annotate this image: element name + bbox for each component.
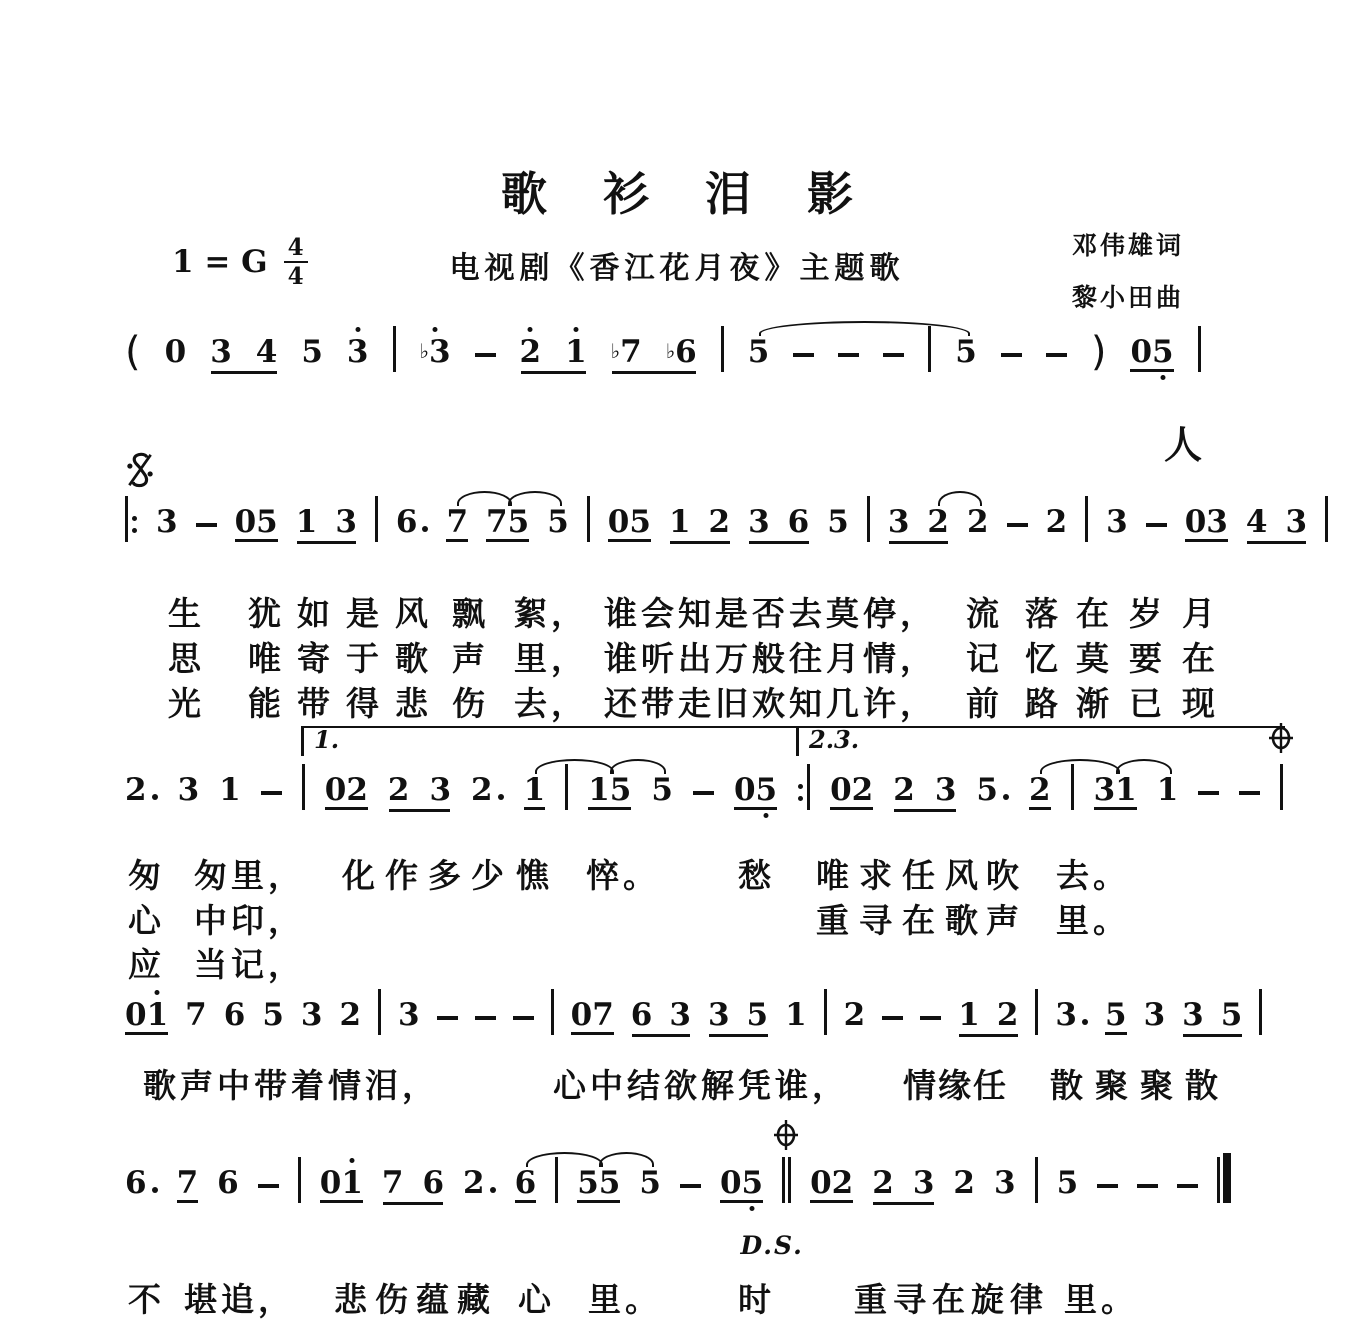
duration-dash bbox=[261, 775, 282, 810]
octave-dot-above bbox=[528, 327, 533, 332]
note: 2 bbox=[996, 997, 1019, 1033]
duration-dash bbox=[1239, 775, 1260, 810]
note: 7 bbox=[185, 997, 207, 1033]
note: 0 2 bbox=[830, 772, 874, 808]
note: 2 bbox=[1028, 772, 1051, 808]
duration-dash bbox=[1046, 337, 1067, 372]
note: 5 bbox=[955, 334, 977, 370]
lyric-segment: 匆 bbox=[128, 856, 165, 895]
lyric-segment: 情缘任 bbox=[903, 1066, 1008, 1105]
note: 2 bbox=[893, 772, 915, 808]
ds-label: D.S. bbox=[740, 1231, 804, 1260]
note: 5 bbox=[262, 997, 284, 1033]
lyric-segment: 匆里， bbox=[194, 856, 305, 895]
lyric-segment: 心 bbox=[518, 1280, 555, 1319]
lyric-segment: 记忆 bbox=[966, 639, 1084, 678]
duration-dash bbox=[680, 1168, 701, 1203]
note: 2 bbox=[708, 504, 731, 540]
beam-underline bbox=[612, 371, 696, 374]
lyric-segment: 人 bbox=[1164, 422, 1207, 467]
note: 3 bbox=[1106, 504, 1128, 540]
beam-underline bbox=[873, 1202, 934, 1205]
note: 0 5 bbox=[234, 504, 278, 540]
note: 5 bbox=[1104, 997, 1127, 1033]
lyric-segment: 时 bbox=[738, 1280, 775, 1319]
note: ♭ 7 bbox=[610, 334, 642, 370]
lyric-segment: 歌声中带着情泪， bbox=[143, 1066, 439, 1105]
note: 1 bbox=[295, 504, 318, 540]
augmentation-dot bbox=[152, 1187, 158, 1193]
lyric-segment: 应 bbox=[128, 945, 165, 984]
barline bbox=[1259, 989, 1262, 1035]
note: 2 bbox=[463, 1168, 496, 1203]
note: 5 5 bbox=[577, 1165, 621, 1201]
parenthesis: ) bbox=[1090, 329, 1107, 375]
lyric-segment: 流落 bbox=[966, 594, 1084, 633]
lyric-segment: 里， bbox=[514, 639, 588, 678]
beam-underline bbox=[389, 809, 450, 812]
time-signature-denominator: 4 bbox=[287, 263, 304, 290]
note: 6 bbox=[630, 997, 653, 1033]
note: 0 7 bbox=[570, 997, 614, 1033]
note: 0 2 bbox=[810, 1165, 854, 1201]
note: 6 bbox=[787, 504, 810, 540]
augmentation-dot bbox=[1082, 1019, 1088, 1025]
octave-dot-below bbox=[764, 813, 769, 818]
note: 3 1 bbox=[1093, 772, 1137, 808]
note: 3 bbox=[429, 772, 452, 808]
augmentation-dot bbox=[490, 1187, 496, 1193]
barline bbox=[587, 496, 590, 542]
note: 1 5 bbox=[588, 772, 632, 808]
barline bbox=[302, 764, 305, 810]
augmentation-dot bbox=[152, 794, 158, 800]
key-signature: 1 = G bbox=[172, 244, 268, 280]
duration-dash bbox=[1177, 1168, 1198, 1203]
note: 6 bbox=[125, 1168, 158, 1203]
beam-underline bbox=[211, 371, 277, 374]
note: 3 bbox=[887, 504, 910, 540]
lyric-segment: 散聚聚散 bbox=[1050, 1066, 1230, 1105]
flat-icon: ♭ bbox=[419, 339, 429, 363]
note: 3 bbox=[300, 997, 323, 1033]
lyric-segment: 当记， bbox=[194, 945, 305, 984]
note: 2 bbox=[927, 504, 949, 540]
duration-dash bbox=[1137, 1168, 1158, 1203]
beam-underline bbox=[749, 541, 809, 544]
note: 5 bbox=[827, 504, 849, 540]
octave-dot-above bbox=[155, 990, 160, 995]
note: 3 bbox=[347, 337, 369, 372]
lyric-segment: 飘 bbox=[452, 594, 489, 633]
duration-dash bbox=[196, 507, 217, 542]
note: 3 bbox=[1182, 997, 1204, 1033]
note: 2 bbox=[387, 772, 410, 808]
beam-underline bbox=[959, 1034, 1018, 1037]
lyric-segment: 心 bbox=[128, 901, 165, 940]
lyric-segment: 莫要在 bbox=[1076, 639, 1235, 678]
beam-underline bbox=[383, 1202, 443, 1205]
note: 3 bbox=[934, 772, 957, 808]
note: 0 3 bbox=[1184, 504, 1228, 540]
note: 3 bbox=[707, 997, 730, 1033]
lyric-segment: 声 bbox=[986, 901, 1023, 940]
note: 5 bbox=[747, 334, 770, 370]
note: 6 bbox=[217, 1165, 239, 1201]
duration-dash bbox=[920, 1000, 941, 1035]
note: 1 bbox=[565, 337, 587, 372]
note: 3 bbox=[912, 1165, 935, 1201]
lyric-segment: 在岁月 bbox=[1076, 594, 1235, 633]
duration-dash bbox=[838, 337, 859, 372]
lyric-segment: 犹如是风 bbox=[248, 594, 444, 633]
note: 5 bbox=[1056, 1165, 1079, 1201]
lyric-segment: 里。 bbox=[588, 1280, 662, 1319]
volta-label: 1. bbox=[314, 725, 340, 754]
note: 6 bbox=[514, 1165, 537, 1201]
note: 2 bbox=[339, 997, 362, 1033]
note: 6 bbox=[396, 507, 429, 542]
coda-icon bbox=[1267, 722, 1295, 758]
note: 7 bbox=[381, 1165, 404, 1201]
song-title: 歌衫泪影 bbox=[501, 167, 909, 221]
coda-icon bbox=[772, 1119, 800, 1155]
duration-dash bbox=[475, 1000, 496, 1035]
lyric-segment: 里。 bbox=[1064, 1280, 1138, 1319]
barline bbox=[1325, 496, 1328, 542]
lyric-segment: 渐已现 bbox=[1076, 684, 1235, 723]
lyricist-credit: 邓伟雄词 bbox=[1072, 231, 1185, 260]
tie-slur bbox=[599, 1152, 655, 1167]
octave-dot-above bbox=[573, 327, 578, 332]
note: 2 bbox=[520, 337, 542, 372]
flat-icon: ♭ bbox=[665, 339, 676, 363]
lyric-segment: 堪追， bbox=[184, 1280, 295, 1319]
note: 7 bbox=[176, 1165, 199, 1201]
octave-dot-below bbox=[750, 1206, 755, 1211]
lyric-segment: 重寻在歌 bbox=[816, 901, 988, 940]
repeat-start bbox=[125, 496, 138, 542]
composer-credit: 黎小田曲 bbox=[1072, 283, 1185, 312]
final-barline bbox=[1217, 1157, 1231, 1203]
note: 3 bbox=[748, 504, 770, 540]
beam-underline bbox=[1247, 541, 1306, 544]
note: 3 bbox=[210, 334, 232, 370]
lyric-segment: 心中结欲解凭谁， bbox=[553, 1066, 849, 1105]
duration-dash bbox=[513, 1000, 534, 1035]
augmentation-dot bbox=[1003, 794, 1009, 800]
lyric-segment: 声 bbox=[452, 639, 489, 678]
tie-slur bbox=[535, 759, 614, 774]
note: 0 5 bbox=[720, 1168, 763, 1203]
beam-underline bbox=[521, 371, 586, 374]
note: 7 bbox=[446, 504, 469, 540]
note: 3 bbox=[156, 504, 178, 540]
note: 1 bbox=[523, 772, 546, 808]
lyric-segment: 絮， bbox=[514, 594, 588, 633]
repeat-end bbox=[797, 764, 810, 810]
lyric-segment: 重寻在旋律 bbox=[854, 1280, 1049, 1319]
duration-dash bbox=[883, 337, 904, 372]
lyric-segment: 憔 bbox=[516, 856, 553, 895]
note: 6 bbox=[223, 997, 246, 1033]
note: 0 5 bbox=[607, 504, 651, 540]
barline bbox=[1198, 326, 1201, 372]
note: 5 bbox=[746, 997, 769, 1033]
note: 5 bbox=[547, 504, 569, 540]
note: 3 bbox=[177, 772, 200, 808]
volta-bracket bbox=[796, 726, 1285, 756]
volta-label: 2.3. bbox=[809, 725, 860, 754]
lyric-segment: 悴。 bbox=[586, 856, 660, 895]
tie-slur bbox=[938, 491, 982, 506]
lyric-segment: 光 bbox=[168, 684, 205, 723]
note: 3 bbox=[1285, 504, 1308, 540]
barline bbox=[1035, 1157, 1038, 1203]
duration-dash bbox=[1007, 507, 1028, 542]
augmentation-dot bbox=[422, 526, 428, 532]
note: 0 1 bbox=[320, 1168, 363, 1203]
lyric-segment: 唯求任风 bbox=[816, 856, 988, 895]
lyric-segment: 化作多少 bbox=[342, 856, 514, 895]
duration-dash bbox=[437, 1000, 458, 1035]
note: 0 bbox=[164, 334, 187, 370]
augmentation-dot bbox=[498, 794, 504, 800]
note: 2 bbox=[125, 775, 158, 810]
note: 3 bbox=[669, 997, 691, 1033]
octave-dot-above bbox=[355, 327, 360, 332]
tie-slur bbox=[759, 321, 970, 336]
lyric-segment: 里。 bbox=[1056, 901, 1130, 940]
double-barline bbox=[782, 1157, 791, 1203]
barline bbox=[375, 496, 378, 542]
note: 2 bbox=[953, 1165, 975, 1201]
lyric-segment: 愁 bbox=[738, 856, 775, 895]
lyric-segment: 生 bbox=[168, 594, 205, 633]
octave-dot-below bbox=[1160, 375, 1165, 380]
barline bbox=[1085, 496, 1088, 542]
note: 2 bbox=[872, 1165, 894, 1201]
octave-dot-above bbox=[350, 1158, 355, 1163]
barline bbox=[378, 989, 381, 1035]
music-line-1 bbox=[125, 296, 1201, 375]
beam-underline bbox=[894, 809, 956, 812]
note: 5 bbox=[1220, 997, 1243, 1033]
note: 2 bbox=[966, 504, 989, 540]
beam-underline bbox=[632, 1034, 690, 1037]
lyric-segment: 悲伤蕴藏 bbox=[334, 1280, 498, 1319]
note: 7 5 bbox=[486, 504, 530, 540]
parenthesis: ( bbox=[125, 329, 141, 375]
tie-slur bbox=[1040, 759, 1120, 774]
lyric-segment: 中印， bbox=[194, 901, 305, 940]
lyric-segment: 前路 bbox=[966, 684, 1084, 723]
note: 1 bbox=[668, 504, 691, 540]
octave-dot-above bbox=[433, 327, 438, 332]
note: 2 bbox=[843, 997, 866, 1033]
note: 0 5 bbox=[734, 775, 777, 810]
barline bbox=[551, 989, 554, 1035]
note: 4 bbox=[255, 334, 278, 370]
note: 1 bbox=[785, 997, 807, 1033]
subtitle: 电视剧《香江花月夜》主题歌 bbox=[449, 251, 905, 286]
note: 0 1 bbox=[125, 1000, 168, 1035]
note: ♭ 3 bbox=[420, 337, 451, 372]
note: 1 bbox=[1156, 772, 1179, 808]
duration-dash bbox=[1001, 337, 1022, 372]
barline bbox=[824, 989, 827, 1035]
note: 3 bbox=[1143, 997, 1166, 1033]
music-line-2 bbox=[125, 466, 1328, 542]
time-signature-numerator: 4 bbox=[284, 236, 308, 263]
lyric-segment: 谁听出万般往月情， bbox=[604, 639, 937, 678]
lyric-segment: 唯寄于歌 bbox=[248, 639, 444, 678]
note: 2 bbox=[471, 775, 504, 810]
tie-slur bbox=[526, 1152, 603, 1167]
beam-underline bbox=[297, 541, 356, 544]
lyric-segment: 还带走旧欢知几许， bbox=[604, 684, 937, 723]
note: 3 bbox=[398, 997, 420, 1033]
beam-underline bbox=[670, 541, 730, 544]
barline bbox=[1280, 764, 1283, 810]
note: 5 bbox=[639, 1165, 661, 1201]
duration-dash bbox=[693, 775, 714, 810]
note: 3 bbox=[335, 504, 357, 540]
note: 4 bbox=[1245, 504, 1268, 540]
beam-underline bbox=[709, 1034, 768, 1037]
tie-slur bbox=[508, 491, 563, 506]
duration-dash bbox=[1097, 1168, 1118, 1203]
lyric-segment: 谁会知是否去莫停， bbox=[604, 594, 937, 633]
note: 5 bbox=[301, 334, 323, 370]
note: 6 bbox=[422, 1165, 445, 1201]
lyric-segment: 去， bbox=[514, 684, 588, 723]
duration-dash bbox=[793, 337, 814, 372]
note: 1 bbox=[958, 997, 980, 1033]
lyric-segment: 能带得悲 bbox=[248, 684, 444, 723]
lyric-segment: 伤 bbox=[452, 684, 489, 723]
lyric-segment: 吹 bbox=[986, 856, 1023, 895]
beam-underline bbox=[1183, 1034, 1242, 1037]
beam-underline bbox=[889, 541, 948, 544]
barline bbox=[393, 326, 396, 372]
note: 5 bbox=[976, 775, 1009, 810]
tie-slur bbox=[610, 759, 667, 774]
tie-slur bbox=[1116, 759, 1173, 774]
barline bbox=[298, 1157, 301, 1203]
note: 1 bbox=[219, 772, 241, 808]
music-line-3 bbox=[125, 718, 1283, 810]
note: 3 bbox=[1055, 1000, 1088, 1035]
note: 2 bbox=[1045, 504, 1068, 540]
barline bbox=[721, 326, 724, 372]
lyric-segment: 不 bbox=[128, 1280, 165, 1319]
duration-dash bbox=[258, 1168, 279, 1203]
lyric-segment: 去。 bbox=[1056, 856, 1130, 895]
note: ♭ 6 bbox=[665, 334, 697, 370]
note: 0 5 bbox=[1130, 337, 1173, 372]
duration-dash bbox=[1198, 775, 1219, 810]
duration-dash bbox=[1146, 507, 1167, 542]
duration-dash bbox=[882, 1000, 903, 1035]
note: 5 bbox=[651, 772, 673, 808]
segno-icon bbox=[125, 452, 155, 492]
barline bbox=[867, 496, 870, 542]
note: 0 2 bbox=[324, 772, 368, 808]
note: 3 bbox=[993, 1165, 1016, 1201]
tie-slur bbox=[457, 491, 512, 506]
flat-icon: ♭ bbox=[610, 339, 621, 363]
barline bbox=[1035, 989, 1038, 1035]
duration-dash bbox=[475, 337, 496, 372]
lyric-segment: 思 bbox=[168, 639, 205, 678]
music-line-5 bbox=[125, 1113, 1231, 1260]
volta-bracket bbox=[301, 726, 812, 756]
